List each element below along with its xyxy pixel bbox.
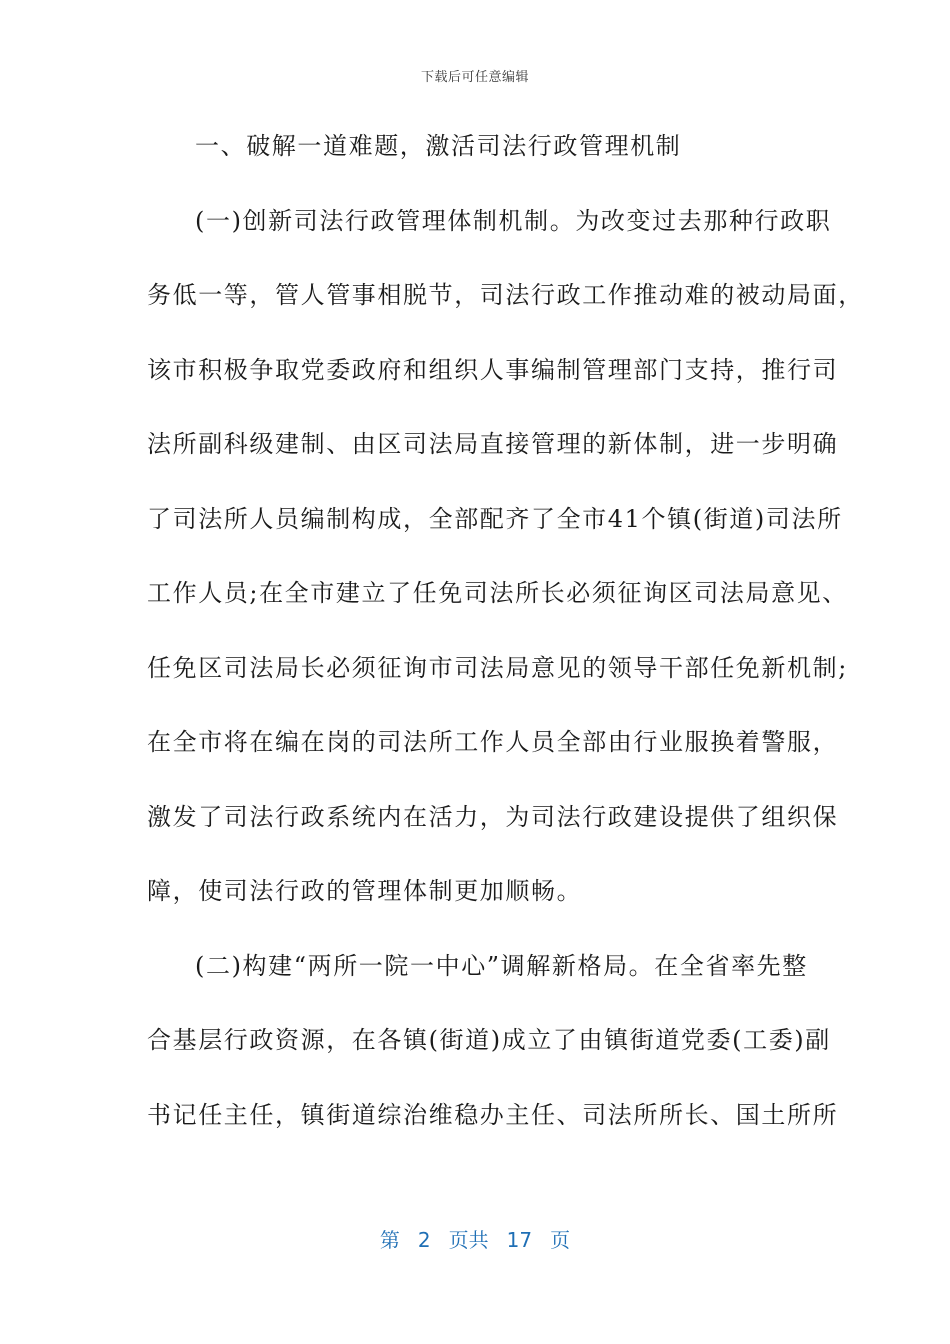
text-line: 在全市将在编在岗的司法所工作人员全部由行业服换着警服，	[147, 728, 839, 756]
footer-suffix: 页	[550, 1228, 571, 1252]
text-line: 任免区司法局长必须征询市司法局意见的领导干部任免新机制;	[147, 653, 848, 682]
page-footer	[0, 1224, 950, 1253]
footer-prefix: 第	[379, 1228, 400, 1252]
text-line: 工作人员;在全市建立了任免司法所长必须征询区司法局意见、	[147, 579, 848, 607]
text-line: 该市积极争取党委政府和组织人事编制管理部门支持，推行司	[147, 355, 839, 384]
text-line: (二)构建“两所一院一中心”调解新格局。在全省率先整	[195, 951, 808, 980]
text-line: 书记任主任，镇街道综治维稳办主任、司法所所长、国土所所	[147, 1100, 839, 1129]
text-line: 务低一等，管人管事相脱节，司法行政工作推动难的被动局面，	[147, 281, 864, 309]
footer-page-number: 2	[417, 1228, 431, 1252]
footer-total-pages: 17	[506, 1228, 533, 1252]
document-body	[147, 124, 864, 1167]
text-line: 了司法所人员编制构成，全部配齐了全市41个镇(街道)司法所	[147, 504, 843, 533]
text-line: 一、破解一道难题，激活司法行政管理机制	[195, 132, 682, 160]
text-line: 合基层行政资源，在各镇(街道)成立了由镇街道党委(工委)副	[147, 1026, 831, 1054]
text-line: 障，使司法行政的管理体制更加顺畅。	[147, 877, 583, 905]
text-line: 法所副科级建制、由区司法局直接管理的新体制，进一步明确	[147, 430, 839, 458]
footer-middle: 页共	[448, 1228, 489, 1252]
text-line: 激发了司法行政系统内在活力，为司法行政建设提供了组织保	[147, 802, 839, 831]
text-line: (一)创新司法行政管理体制机制。为改变过去那种行政职	[195, 206, 832, 235]
header-note: 下载后可任意编辑	[420, 70, 529, 85]
